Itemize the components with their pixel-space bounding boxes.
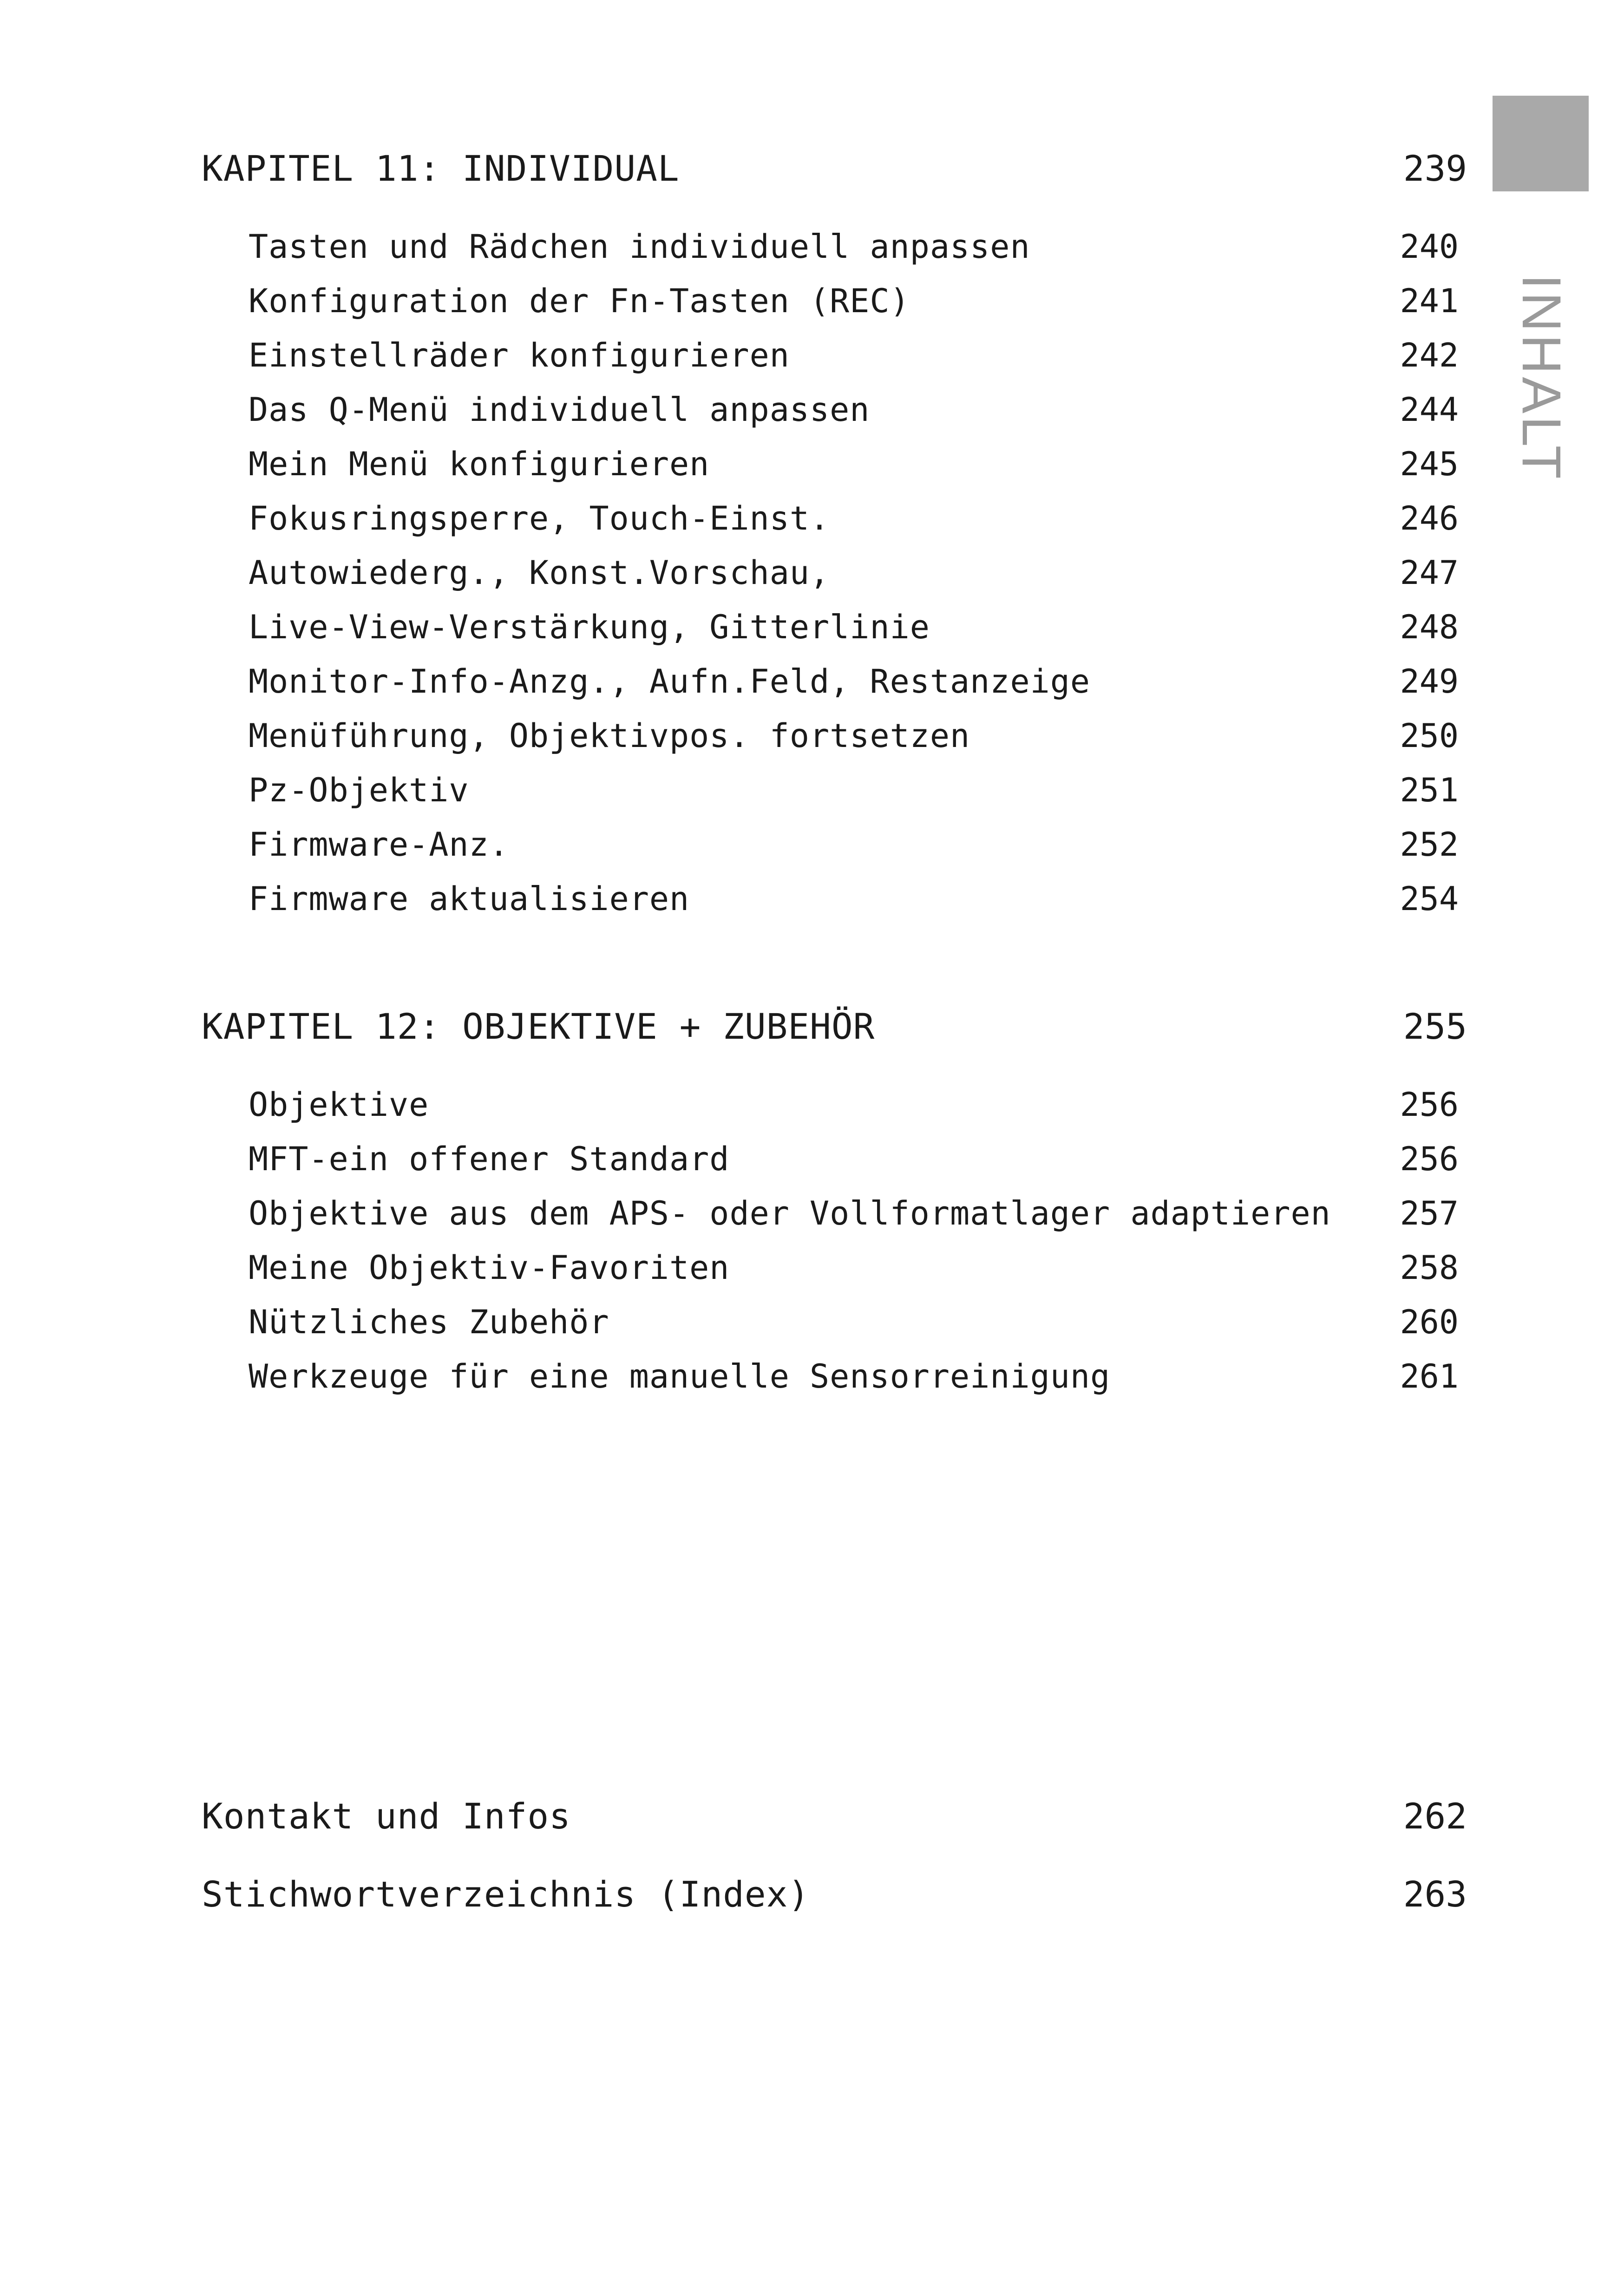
entry-title: Menüführung, Objektivpos. fortsetzen — [249, 717, 970, 755]
entry-title: Objektive aus dem APS- oder Vollformatlager adaptieren — [249, 1194, 1331, 1232]
entry-page-number: 244 — [1400, 391, 1459, 429]
entry-title: Tasten und Rädchen individuell anpassen — [249, 228, 1030, 266]
entry-page-number: 247 — [1400, 554, 1459, 592]
section-tab-label: INHALT — [1511, 274, 1572, 482]
entry-title: Live-View-Verstärkung, Gitterlinie — [249, 608, 930, 646]
entry-title: Nützliches Zubehör — [249, 1303, 609, 1341]
section-tab-marker — [1493, 96, 1589, 191]
entry-title: Mein Menü konfigurieren — [249, 445, 710, 483]
entry-title: Das Q-Menü individuell anpassen — [249, 391, 870, 429]
entry-page-number: 248 — [1400, 608, 1459, 646]
entry-page-number: 256 — [1400, 1086, 1459, 1124]
back-matter-page-number: 263 — [1403, 1874, 1467, 1915]
entry-page-number: 242 — [1400, 336, 1459, 374]
entry-title: Werkzeuge für eine manuelle Sensorreinigung — [249, 1357, 1111, 1395]
entry-page-number: 251 — [1400, 771, 1459, 809]
entry-page-number: 246 — [1400, 499, 1459, 537]
entry-title: Pz-Objektiv — [249, 771, 469, 809]
entry-title: Autowiederg., Konst.Vorschau, — [249, 554, 830, 592]
entry-title: Monitor-Info-Anzg., Aufn.Feld, Restanzeige — [249, 662, 1091, 701]
entry-title: Einstellräder konfigurieren — [249, 336, 790, 374]
entry-page-number: 256 — [1400, 1140, 1459, 1178]
entry-page-number: 245 — [1400, 445, 1459, 483]
entry-title: Meine Objektiv-Favoriten — [249, 1249, 730, 1287]
entry-page-number: 260 — [1400, 1303, 1459, 1341]
entry-page-number: 258 — [1400, 1249, 1459, 1287]
entry-page-number: 252 — [1400, 825, 1459, 864]
entry-title: Objektive — [249, 1086, 429, 1124]
chapter-page-number: 239 — [1403, 148, 1467, 189]
back-matter-page-number: 262 — [1403, 1795, 1467, 1837]
back-matter-title: Kontakt und Infos — [202, 1795, 571, 1837]
chapter-title: KAPITEL 12: OBJEKTIVE + ZUBEHÖR — [202, 1006, 875, 1047]
entry-title: Firmware aktualisieren — [249, 880, 690, 918]
entry-page-number: 257 — [1400, 1194, 1459, 1232]
entry-page-number: 240 — [1400, 228, 1459, 266]
entry-page-number: 241 — [1400, 282, 1459, 320]
entry-page-number: 261 — [1400, 1357, 1459, 1395]
entry-page-number: 249 — [1400, 662, 1459, 701]
entry-title: MFT-ein offener Standard — [249, 1140, 730, 1178]
back-matter-title: Stichwortverzeichnis (Index) — [202, 1874, 810, 1915]
entry-title: Konfiguration der Fn-Tasten (REC) — [249, 282, 910, 320]
entry-page-number: 250 — [1400, 717, 1459, 755]
entry-title: Fokusringsperre, Touch-Einst. — [249, 499, 830, 537]
entry-page-number: 254 — [1400, 880, 1459, 918]
entry-title: Firmware-Anz. — [249, 825, 509, 864]
chapter-page-number: 255 — [1403, 1006, 1467, 1047]
chapter-title: KAPITEL 11: INDIVIDUAL — [202, 148, 680, 189]
